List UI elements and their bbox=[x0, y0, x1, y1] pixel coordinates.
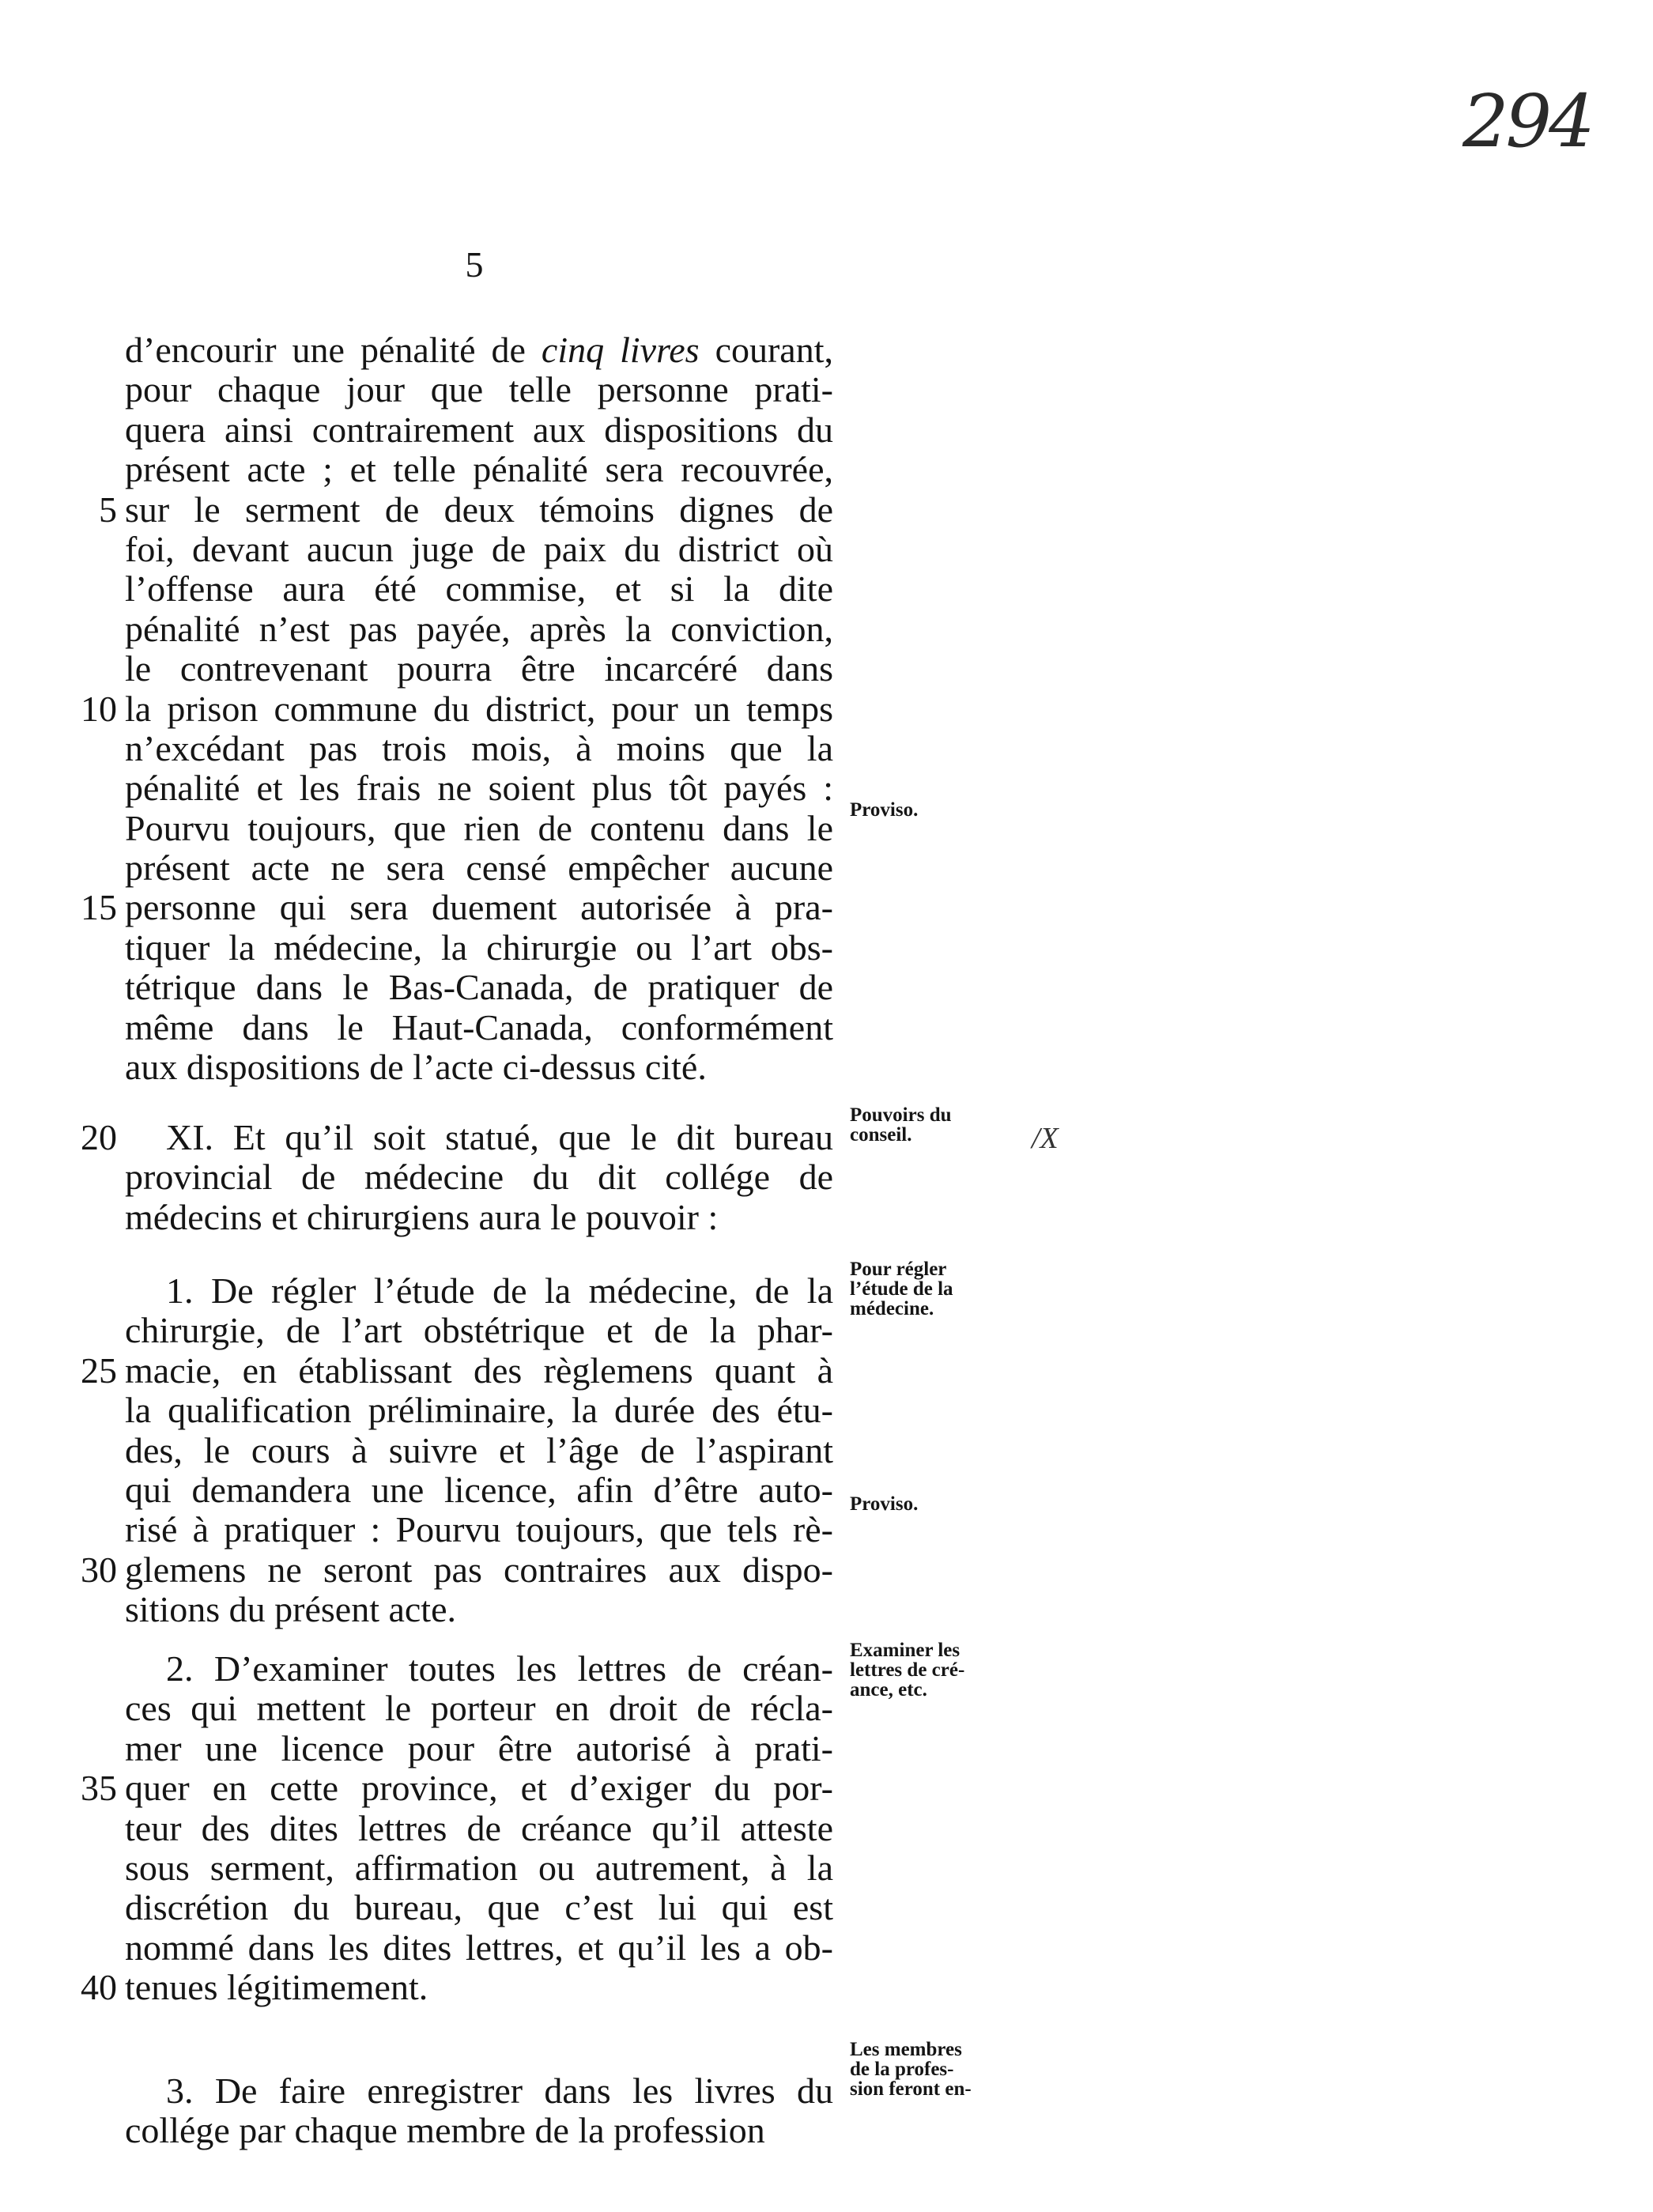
line-text: qui demandera une licence, afin d’être auto- bbox=[125, 1469, 833, 1510]
text-line bbox=[0, 1689, 1653, 1728]
page-number: 5 bbox=[465, 244, 484, 285]
line-text: l’offense aura été commise, et si la dite bbox=[125, 568, 833, 610]
line-text: des, le cours à suivre et l’âge de l’aspirant bbox=[125, 1429, 833, 1470]
margin-note-line: conseil. bbox=[850, 1124, 912, 1146]
text-line bbox=[0, 768, 1653, 808]
line-text: aux dispositions de l’acte ci-dessus cité. bbox=[125, 1047, 707, 1088]
text-line bbox=[0, 1047, 1653, 1087]
text-line bbox=[0, 1649, 1653, 1689]
text-line bbox=[0, 848, 1653, 888]
line-text: présent acte ne sera censé empêcher aucune bbox=[125, 847, 833, 889]
margin-note bbox=[850, 1259, 1000, 1319]
margin-note-line: Proviso. bbox=[850, 1493, 919, 1515]
margin-note bbox=[850, 1640, 1000, 1700]
line-text: sur le serment de deux témoins dignes de bbox=[125, 489, 833, 530]
margin-note-line: Pour régler bbox=[850, 1259, 947, 1280]
text-line bbox=[0, 888, 1653, 927]
line-text: glemens ne seront pas contraires aux dispo- bbox=[125, 1549, 833, 1590]
margin-note-line: ance, etc. bbox=[850, 1679, 927, 1701]
margin-note-line: médecine. bbox=[850, 1298, 934, 1319]
handwritten-mark: /X bbox=[1032, 1122, 1059, 1155]
line-text: pénalité et les frais ne soient plus tôt payés : bbox=[125, 768, 833, 809]
text-line bbox=[0, 928, 1653, 968]
margin-note-line: Les membres bbox=[850, 2039, 962, 2060]
margin-note bbox=[850, 2040, 1000, 2099]
text-line bbox=[0, 1550, 1653, 1590]
text-line bbox=[0, 1888, 1653, 1927]
line-number: 20 bbox=[81, 1117, 117, 1157]
line-text: pour chaque jour que telle personne prati- bbox=[125, 369, 833, 410]
paragraph bbox=[0, 1271, 1653, 1630]
text-line bbox=[0, 1157, 1653, 1197]
line-text: Pourvu toujours, que rien de contenu dans le bbox=[125, 807, 833, 848]
text-line bbox=[0, 1590, 1653, 1629]
text-line bbox=[0, 610, 1653, 649]
text-line bbox=[0, 1008, 1653, 1047]
margin-note-line: sion feront en- bbox=[850, 2078, 972, 2100]
line-text: nommé dans les dites lettres, et qu’il les a ob- bbox=[125, 1927, 833, 1968]
line-text: pénalité n’est pas payée, après la conviction, bbox=[125, 608, 833, 649]
line-text: la qualification préliminaire, la durée des étu- bbox=[125, 1390, 833, 1431]
line-text: présent acte ; et telle pénalité sera recouvrée, bbox=[125, 449, 833, 490]
line-number: 35 bbox=[81, 1768, 117, 1809]
paragraph bbox=[0, 330, 1653, 1087]
text-line bbox=[0, 530, 1653, 569]
margin-note bbox=[850, 800, 1000, 820]
text-line bbox=[0, 1809, 1653, 1848]
margin-note-line: l’étude de la bbox=[850, 1278, 953, 1300]
margin-note bbox=[850, 1105, 1000, 1145]
line-number: 25 bbox=[81, 1349, 117, 1391]
text-line bbox=[0, 1470, 1653, 1510]
text-line bbox=[0, 809, 1653, 848]
line-text: le contrevenant pourra être incarcéré dans bbox=[125, 648, 833, 689]
text-line bbox=[0, 2071, 1653, 2111]
line-text: provincial de médecine du dit collége de bbox=[125, 1157, 833, 1198]
line-text: 3. De faire enregistrer dans les livres du bbox=[166, 2070, 833, 2111]
text-line bbox=[0, 1510, 1653, 1550]
line-text: macie, en établissant des règlemens quant à bbox=[125, 1349, 833, 1391]
line-text: tétrique dans le Bas-Canada, de pratiquer de bbox=[125, 967, 833, 1008]
line-text: XI. Et qu’il soit statué, que le dit bureau bbox=[166, 1117, 833, 1157]
line-text: d’encourir une pénalité de cinq livres courant, bbox=[125, 330, 834, 370]
text-line bbox=[0, 689, 1653, 729]
text-line bbox=[0, 968, 1653, 1007]
text-line bbox=[0, 1431, 1653, 1470]
text-line bbox=[0, 2111, 1653, 2150]
line-text: la prison commune du district, pour un temps bbox=[125, 688, 833, 729]
text-line bbox=[0, 1198, 1653, 1237]
margin-note-line: Examiner les bbox=[850, 1640, 960, 1661]
margin-note-line: lettres de cré- bbox=[850, 1659, 965, 1681]
text-line bbox=[0, 450, 1653, 489]
line-text: foi, devant aucun juge de paix du district où bbox=[125, 528, 833, 569]
line-text: quer en cette province, et d’exiger du por- bbox=[125, 1768, 833, 1809]
line-text: 2. D’examiner toutes les lettres de créan- bbox=[166, 1648, 833, 1689]
line-text: teur des dites lettres de créance qu’il atteste bbox=[125, 1807, 833, 1848]
text-line bbox=[0, 1271, 1653, 1311]
line-text: ces qui mettent le porteur en droit de récla- bbox=[125, 1688, 833, 1729]
line-text: mer une licence pour être autorisé à prati- bbox=[125, 1727, 833, 1768]
text-line bbox=[0, 1118, 1653, 1157]
line-text: risé à pratiquer : Pourvu toujours, que tels rè- bbox=[125, 1509, 833, 1550]
paragraph bbox=[0, 2071, 1653, 2151]
line-text: 1. De régler l’étude de la médecine, de la bbox=[166, 1270, 833, 1311]
line-text: collége par chaque membre de la profession bbox=[125, 2110, 765, 2151]
line-text: sitions du présent acte. bbox=[125, 1589, 457, 1630]
text-line bbox=[0, 1968, 1653, 2007]
line-text: tenues légitimement. bbox=[125, 1967, 428, 2008]
line-text: discrétion du bureau, que c’est lui qui est bbox=[125, 1887, 833, 1928]
line-text: sous serment, affirmation ou autrement, à la bbox=[125, 1847, 833, 1888]
line-text: même dans le Haut-Canada, conformément bbox=[125, 1006, 833, 1047]
line-text: médecins et chirurgiens aura le pouvoir : bbox=[125, 1196, 719, 1237]
line-number: 15 bbox=[81, 887, 117, 928]
line-text: quera ainsi contrairement aux dispositions du bbox=[125, 409, 833, 450]
paragraph bbox=[0, 1649, 1653, 2008]
margin-note-line: Pouvoirs du bbox=[850, 1104, 952, 1126]
line-text: n’excédant pas trois mois, à moins que la bbox=[125, 727, 833, 768]
text-line bbox=[0, 569, 1653, 609]
folio-number: 294 bbox=[1462, 79, 1592, 164]
text-line bbox=[0, 1311, 1653, 1350]
line-number: 10 bbox=[81, 688, 117, 729]
text-line bbox=[0, 1391, 1653, 1430]
text-line bbox=[0, 1729, 1653, 1768]
line-number: 40 bbox=[81, 1967, 117, 2008]
text-line bbox=[0, 1768, 1653, 1808]
line-text: tiquer la médecine, la chirurgie ou l’art obs- bbox=[125, 927, 833, 968]
text-line bbox=[0, 1351, 1653, 1391]
text-line bbox=[0, 729, 1653, 768]
paragraph bbox=[0, 1118, 1653, 1237]
margin-note-line: Proviso. bbox=[850, 799, 919, 821]
text-line bbox=[0, 490, 1653, 530]
text-line bbox=[0, 410, 1653, 450]
line-text: chirurgie, de l’art obstétrique et de la phar- bbox=[125, 1310, 833, 1351]
margin-note bbox=[850, 1494, 1000, 1514]
text-line bbox=[0, 1928, 1653, 1968]
line-text: personne qui sera duement autorisée à pra- bbox=[125, 887, 833, 928]
line-number: 30 bbox=[81, 1549, 117, 1590]
text-line bbox=[0, 1848, 1653, 1888]
text-line bbox=[0, 330, 1653, 370]
line-number: 5 bbox=[99, 489, 117, 530]
text-line bbox=[0, 370, 1653, 410]
text-line bbox=[0, 649, 1653, 689]
margin-note-line: de la profes- bbox=[850, 2059, 954, 2080]
